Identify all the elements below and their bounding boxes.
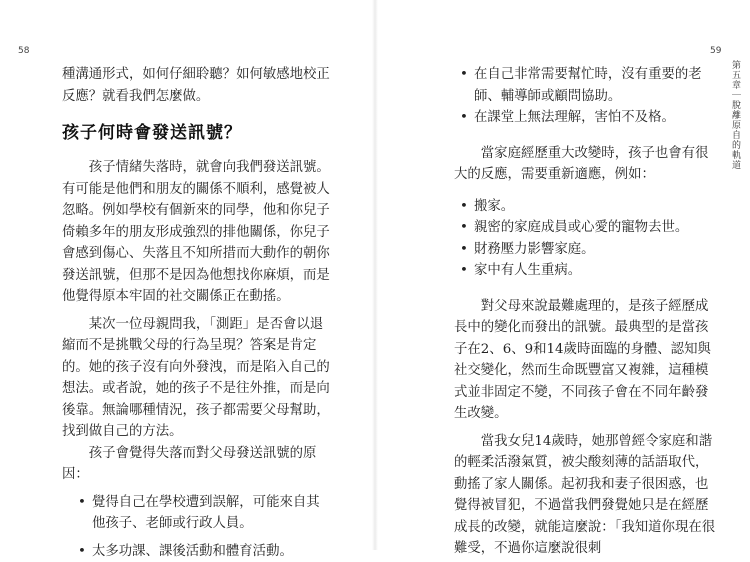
list-item: • 覺得自己在學校遭到誤解，可能來自其他孩子、老師或行政人員。 <box>78 492 330 535</box>
chapter-tab: 第五章｜脫離原自的軌道 <box>725 60 741 170</box>
page-number: 59 <box>710 46 721 56</box>
body-paragraph: 孩子情緒失落時，就會向我們發送訊號。有可能是他們和朋友的關係不順利，感覺被人忽略。例如學校有個新來的同學，他和你兒子倚賴多年的朋友形成強烈的排他關係，你兒子會感到傷心、失落且不知所措而大動作的朝你發送訊號，但那不是因為他想找你麻煩，而是他覺得原本牢固的社交關係正在動搖。 <box>62 157 330 308</box>
list-item: • 搬家。 <box>460 196 716 218</box>
list-item: • 在自己非常需要幫忙時，沒有重要的老師、輔導師或顧問協助。 <box>460 64 716 107</box>
list-item: • 太多功課、課後活動和體育活動。 <box>78 541 330 562</box>
right-page <box>375 0 750 550</box>
body-paragraph: 某次一位母親問我，「測距」是否會以退縮而不是挑戰父母的行為呈現？答案是肯定的。她的孩子沒有向外發洩，而是陷入自己的想法。或者說，她的孩子不是往外推，而是向後靠。無論哪種情況，孩子都需要父母幫助，找到做自己的方法。 <box>62 314 330 443</box>
left-page <box>0 0 375 550</box>
body-paragraph: 當我女兒14歲時，她那曾經令家庭和諧的輕柔活潑氣質，被尖酸刻薄的話語取代，動搖了家人關係。起初我和妻子很困惑，也覺得被冒犯，不過當我們發覺她只是在經歷成長的改變，就能這麼說：「我知道你現在很難受，不過你這麼說很刺 <box>454 431 716 560</box>
top-reason-list <box>460 64 716 129</box>
page-number: 58 <box>18 46 29 56</box>
intro-paragraph: 種溝通形式，如何仔細聆聽？如何敏感地校正反應？就看我們怎麼做。 <box>62 64 330 107</box>
section-heading: 孩子何時會發送訊號？ <box>62 118 242 143</box>
left-body-text <box>62 157 330 562</box>
list-item: • 財務壓力影響家庭。 <box>460 239 716 261</box>
reason-list <box>78 492 330 562</box>
right-body-text <box>454 64 716 560</box>
list-item: • 親密的家庭成員或心愛的寵物去世。 <box>460 217 716 239</box>
body-paragraph: 對父母來說最難處理的，是孩子經歷成長中的變化而發出的訊號。最典型的是當孩子在2、6、9和14歲時面臨的身體、認知與社交變化，然而生命既豐富又複雜，這種模式並非固定不變，不同孩子會在不同年齡發生改變。 <box>454 296 716 425</box>
list-item: • 家中有人生重病。 <box>460 260 716 282</box>
family-change-list <box>460 196 716 282</box>
body-paragraph: 當家庭經歷重大改變時，孩子也會有很大的反應，需要重新適應，例如： <box>454 143 716 186</box>
intro-paragraph-block <box>62 64 330 107</box>
body-paragraph: 孩子會覺得失落而對父母發送訊號的原因： <box>62 443 330 486</box>
list-item: • 在課堂上無法理解，害怕不及格。 <box>460 107 716 129</box>
